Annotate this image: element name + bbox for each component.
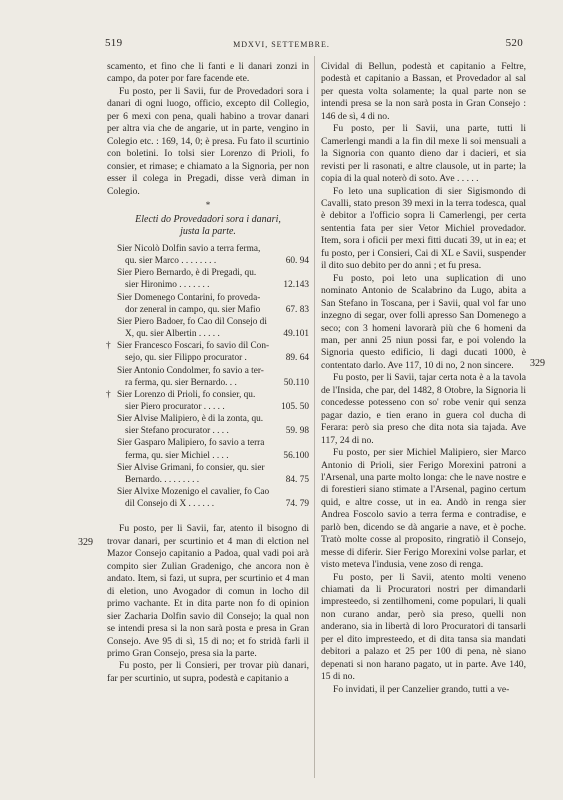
list-item [107,413,309,437]
entry-name: Sier Alvise Malipiero, è di la zonta, qu. [117,414,264,425]
vote-count: 89. 64 [285,353,309,364]
right-page-number: 520 [505,37,523,49]
list-item [107,340,309,364]
paragraph: Fu posto, per sier Michiel Malipiero, sier Marco Antonio di Prioli, sier Ferigo Morexini patroni a l'Arsenal, una parte molto longa: che le nave nostre e di forestieri siano stimate a l'Arsenal, pagino certum quid, e altre cosse, ut in ea. Andò in renga sier Andrea Foscolo savio a terra ferma e contradise, e parlò ben, dicendo se dà angarie a nave, et è poche. Tratò molte cosse al proposito, ringratiò il Consejo, messe di diferir. Sier Ferigo Morexini volse parlar, et visto meteva l'indusia, vene zoso di renga. [321,447,526,571]
vote-count: 74. 79 [285,499,309,510]
left-column [107,61,309,685]
entry-detail: sier Hironimo . . . . . . . [125,280,210,291]
entry-detail: sier Piero procurator . . . . . [125,402,225,413]
paragraph: Fo invidati, il per Canzelier grando, tutti a ve- [333,683,510,695]
list-item [107,437,309,461]
list-item [107,292,309,316]
vote-count: 67. 83 [285,304,309,315]
entry-name: Sier Alvixe Mozenigo el cavalier, fo Cao [117,487,270,498]
entry-name: Sier Gasparo Malipiero, fo savio a terra [117,438,265,449]
section-title-line: justa la parte. [180,226,236,238]
vote-count: 60. 94 [285,256,309,267]
entry-name: Sier Piero Badoer, fo Cao dil Consejo di [117,316,267,327]
vote-count: 59. 98 [285,426,309,437]
right-column [321,61,526,696]
section-mark: * [205,199,211,210]
list-item [107,316,309,340]
list-item [107,389,309,413]
entry-detail: dor zeneral in campo, qu. sier Mafio [125,304,261,315]
column-divider [314,56,315,778]
entry-name: Sier Piero Bernardo, è di Pregadi, qu. [117,268,257,279]
entry-name: Sier Francesco Foscari, fo savio dil Con- [117,341,270,352]
left-page-number: 519 [105,37,123,49]
entry-name: Sier Domenego Contarini, fo proveda- [117,292,261,303]
vote-count: 12.143 [283,280,309,291]
list-item [107,243,309,267]
vote-count: 84. 75 [285,474,309,485]
paragraph: Fu posto, poi leto una suplication di uno nominato Antonio de Scalabrino da Lugo, abita a San Stefano in Toscana, per i Savii, qual vol far uno inzegno di segar, over folli apresso San Domenego a seco; con 3 homeni lavorarà più che 6 homeni da man, per anni 25 niun possi far, e poi volendo la Signoria questo edificio, li dagi ducati 1000, è contentato darlo. Ave 117, 10 di no, 2 non sincere. [321,272,526,371]
margin-number-right: 329 [530,358,545,369]
list-item [107,267,309,291]
entry-detail: qu. sier Marco . . . . . . . . [125,256,217,267]
entry-name: Sier Alvise Grimani, fo consier, qu. sier [117,462,265,473]
running-header: MDXVI, SETTEMBRE. [233,40,330,49]
entry-detail: sejo, qu. sier Filippo procurator . [125,353,247,364]
spacer [107,510,309,523]
section-title [107,214,309,239]
dagger-mark: † [106,389,111,400]
paragraph: Fu posto, per li Savii, far, atento il bisogno di trovar danari, per scurtinio et 4 man di elction nel Mazor Consejo capitanio a Padoa, qual vadi poi arà compito sier Zulian Gradenigo, che ancora non è andato. Item, si fazi, ut supra, per scurtinio et 4 man di eletion, uno Avogador di comun in locho dil primo vachante. Et in dita parte non fo di opinion sier Zacharia Dolfin savio dil Consejo; la qual non se intendi presa si la non sarà posta e presa in Gran Consejo. Ave 95 di sì, 15 di no; et fo stridà farli il primo Gran Consejo, presa sia la parte. [107,523,309,659]
paragraph: Fu posto, per li Savii, tajar certa nota è a la tavola de l'Insida, che par, del 1482, 8 Otobre, la Signoria li concedesse potesseno con so' robe venir qui senza pagar dazio, e tien erano in guera col ducha di Ferara: però sia preso che dita nota sia tajada. Ave 117, 24 di no. [321,372,526,446]
paragraph: scamento, et fino che li fanti e li danari zonzi in campo, da poter por fare facende ete. [107,61,309,85]
paragraph: Fu posto, per li Savii, fur de Provedadori sora i danari di ogni luogo, officio, excepto dil Collegio, per 6 mexi con pena, quali habino a trovar danari per altra via che de angarie, ut in parte, vengino in Colegio etc. : 169, 14, 0; è presa. Fu fato il scurtinio con boletini. Io tolsi sier Lorenzo di Prioli, fo consier, et rimase; e chiamato a la Signoria, per non esser il colega in Pregadi, disse verà diman in Colegio. [107,85,309,197]
paragraph: Fu posto, per li Consieri, per trovar più danari, far per scurtinio, ut supra, podestà e capitanio a [107,660,309,684]
margin-number-left: 329 [78,537,93,548]
entry-detail: ferma, qu. sier Michiel . . . . [125,450,229,461]
list-item [107,365,309,389]
paragraph: Fu posto, per li Savii, atento molti veneno chiamati da li Procuratori nostri per dimandarli impresteedo, si zentilhomeni, come populari, li quali non curano andar, però sia preso, quelli non anderano, sia in libertà di loro Procuratori di tansarli per el dito impresteedo, et di dita tansa sia mandati debitori a palazo et 25 per 100 di pena, nè siano depenati si non harano pagato, ut in parte. Ave 140, 15 di no. [321,571,526,683]
paragraph: Fo leto una suplication di sier Sigismondo di Cavalli, stato preson 39 mexi in la terra todesca, qual è debitor a l'officio sopra li Camerlengi, per certa sententia fata per sier Vetor Michiel provedador. Item, sora i oficii per mexi fitti ducati 39, ut in ea; et fu posto, per i Consieri, Cai di XL e Savii, suspender il dito suo debito per do anni ; et fu presa. [321,185,526,272]
dagger-mark: † [106,341,111,352]
paragraph: Fu posto, per li Savii, una parte, tutti li Camerlengi mandi a la fin dil mexe li soi mensuali a la Signoria con quanto dieno dar i dacieri, et sia revisti per li rasonati, e altre clausole, ut in parte; la copia di la qual noterò di soto. Ave . . . . . [321,123,526,185]
vote-count: 49.101 [283,329,309,340]
vote-count: 56.100 [283,450,309,461]
entry-detail: ra ferma, qu. sier Bernardo. . . [125,377,237,388]
list-item [107,486,309,510]
paragraph: Cividal di Bellun, podestà et capitanio a Feltre, podestà et capitanio a Bassan, et Provedador al sal per questa volta solamente; la qual parte non se intendi presa se la non sarà posta in Gran Consejo : 146 de sì, 4 di no. [321,61,526,122]
entry-detail: sier Stefano procurator . . . . [125,426,229,437]
entry-detail: dil Consejo di X . . . . . . [125,499,215,510]
entry-name: Sier Lorenzo di Prioli, fo consier, qu. [117,389,256,400]
vote-count: 105. 50 [281,402,309,413]
entry-name: Sier Antonio Condolmer, fo savio a ter- [117,365,264,376]
list-item [107,462,309,486]
entry-detail: Bernardo. . . . . . . . . [125,474,200,485]
section-title-line: Electi do Provedadori sora i danari, [135,213,281,225]
entry-detail: X, qu. sier Albertin . . . . . [125,329,220,340]
entry-name: Sier Nicolò Dolfin savio a terra ferma, [117,243,261,254]
vote-count: 50.110 [283,377,309,388]
election-list [107,243,309,510]
